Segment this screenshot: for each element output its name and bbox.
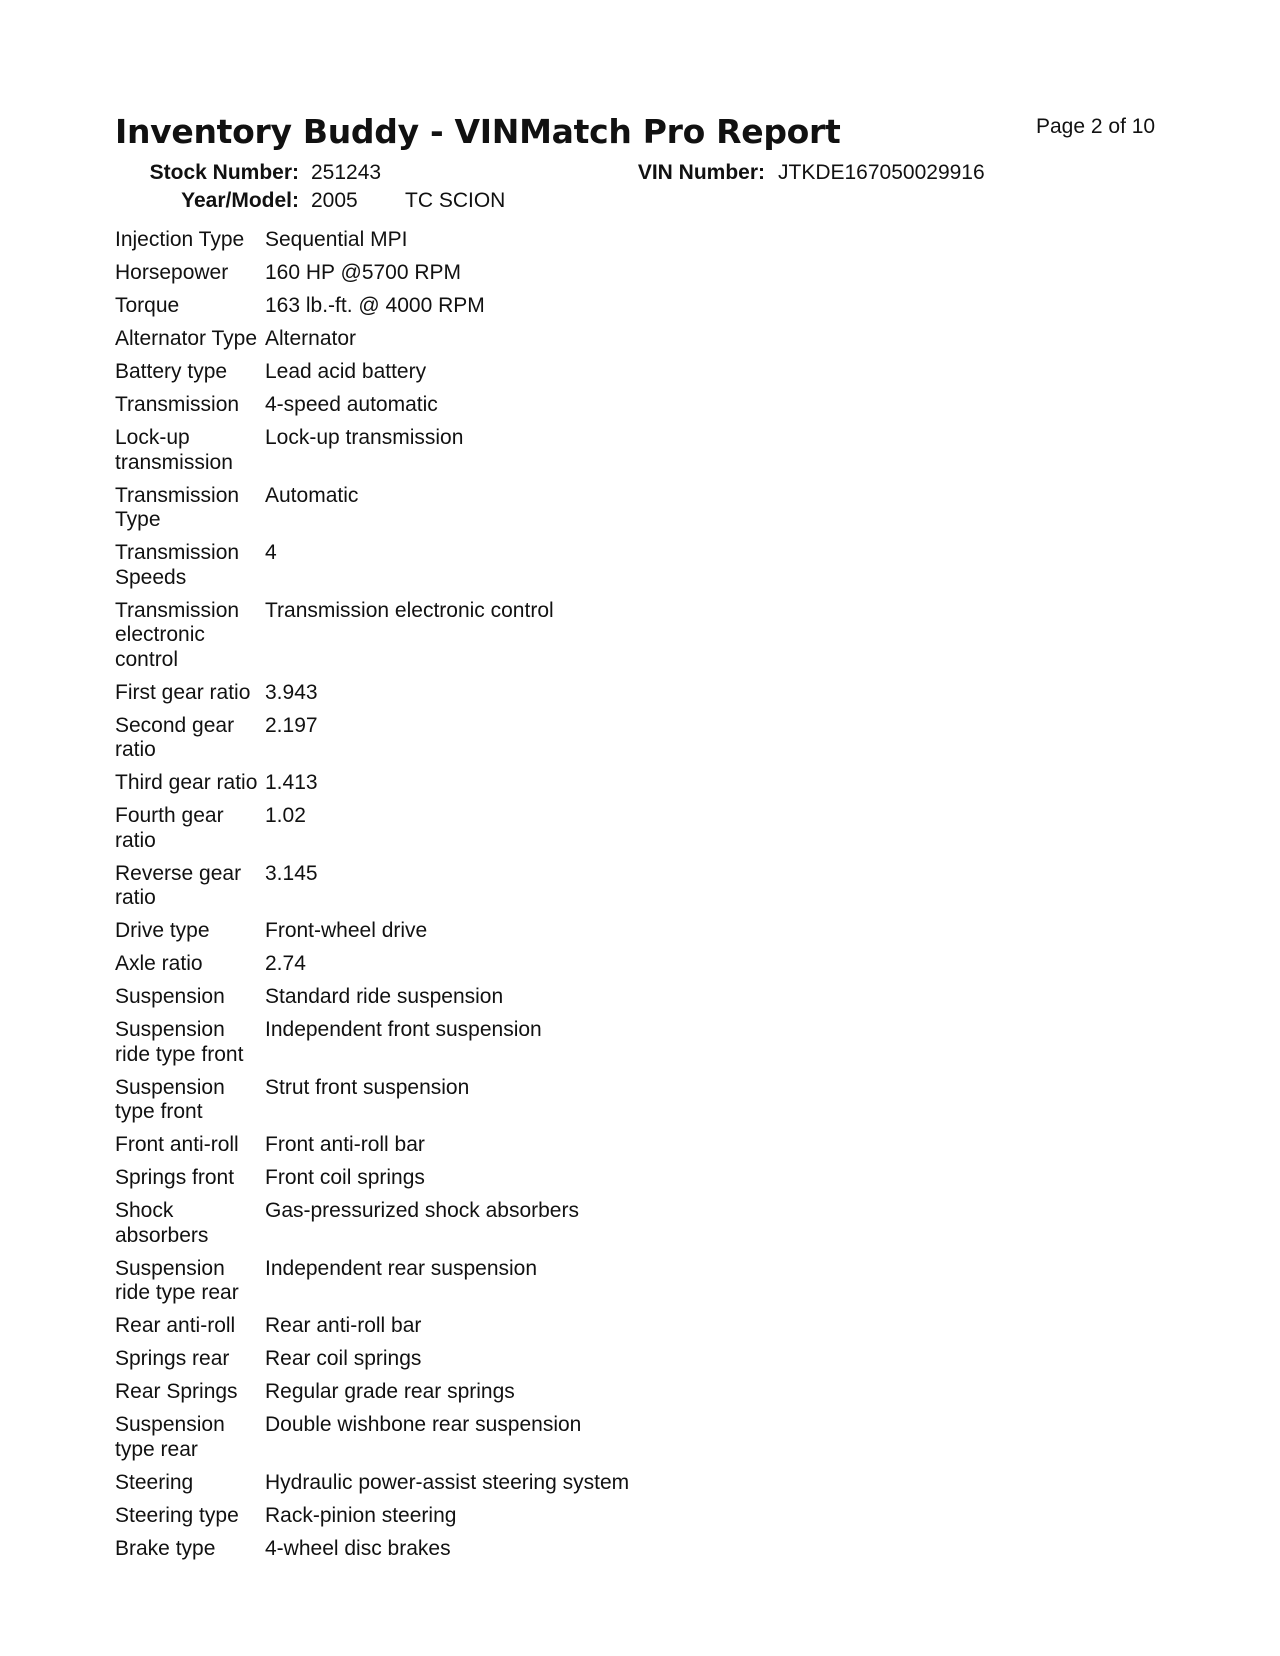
spec-value: Double wishbone rear suspension: [265, 1413, 582, 1436]
spec-value: Gas-pressurized shock absorbers: [265, 1199, 579, 1222]
spec-row: [115, 1471, 629, 1504]
spec-value: Lock-up transmission: [265, 426, 464, 449]
spec-label: Springs rear: [115, 1347, 230, 1370]
spec-label: Battery type: [115, 360, 228, 383]
spec-label: First gear ratio: [115, 680, 251, 704]
spec-value: Lead acid battery: [265, 360, 427, 383]
spec-row: [115, 541, 629, 599]
spec-value: 4-wheel disc brakes: [265, 1536, 451, 1560]
spec-row: [115, 393, 629, 426]
year-model-label: Year/Model:: [181, 189, 299, 212]
model-value: TC SCION: [405, 189, 506, 212]
spec-value: Rear coil springs: [265, 1347, 422, 1370]
spec-label: Lock-up transmission: [115, 426, 233, 474]
spec-value: Front coil springs: [265, 1166, 425, 1189]
spec-value: Strut front suspension: [265, 1075, 470, 1099]
spec-row: [115, 1380, 629, 1413]
spec-label: Suspension ride type front: [115, 1018, 244, 1066]
spec-label: Suspension: [115, 985, 225, 1008]
spec-row: [115, 1413, 629, 1471]
spec-value: 163 lb.-ft. @ 4000 RPM: [265, 294, 485, 317]
spec-row: [115, 327, 629, 360]
spec-value: Automatic: [265, 483, 359, 507]
spec-label: Springs front: [115, 1166, 235, 1189]
spec-value: 4: [265, 541, 277, 564]
spec-value: Transmission electronic control: [265, 598, 554, 622]
report-title: Inventory Buddy - VINMatch Pro Report: [115, 112, 841, 151]
spec-row: [115, 1504, 629, 1537]
spec-value: 2.74: [265, 952, 306, 975]
spec-label: Transmission: [115, 393, 240, 416]
spec-row: [115, 360, 629, 393]
spec-label: Drive type: [115, 919, 210, 942]
spec-label: Transmission Type: [115, 483, 240, 531]
spec-row: [115, 681, 629, 714]
spec-label: Suspension ride type rear: [115, 1256, 239, 1304]
spec-row: [115, 1076, 629, 1134]
page-number: Page 2 of 10: [1036, 115, 1156, 138]
spec-row: [115, 1133, 629, 1166]
spec-row: [115, 1537, 629, 1570]
spec-value: 3.943: [265, 680, 318, 704]
spec-row: [115, 261, 629, 294]
spec-value: Front anti-roll bar: [265, 1133, 425, 1156]
spec-value: Standard ride suspension: [265, 985, 504, 1008]
spec-row: [115, 1314, 629, 1347]
spec-label: Rear anti-roll: [115, 1314, 236, 1337]
spec-table: [115, 228, 629, 1570]
spec-value: 2.197: [265, 713, 318, 737]
spec-value: 1.02: [265, 804, 306, 827]
spec-label: Third gear ratio: [115, 771, 258, 794]
spec-label: Suspension type rear: [115, 1413, 225, 1461]
spec-value: Regular grade rear springs: [265, 1380, 515, 1403]
spec-row: [115, 1018, 629, 1076]
spec-label: Axle ratio: [115, 952, 203, 975]
stock-number-value: 251243: [311, 161, 382, 184]
year-value: 2005: [311, 189, 358, 212]
spec-row: [115, 484, 629, 542]
spec-value: 3.145: [265, 861, 318, 885]
spec-label: Rear Springs: [115, 1380, 238, 1403]
spec-row: [115, 862, 629, 920]
spec-row: [115, 294, 629, 327]
spec-row: [115, 985, 629, 1018]
spec-label: Shock absorbers: [115, 1199, 209, 1247]
spec-row: [115, 1199, 629, 1257]
spec-value: Rack-pinion steering: [265, 1503, 457, 1527]
spec-label: Horsepower: [115, 261, 229, 284]
spec-row: [115, 771, 629, 804]
spec-value: 160 HP @5700 RPM: [265, 261, 462, 284]
spec-label: Injection Type: [115, 228, 245, 251]
spec-value: Rear anti-roll bar: [265, 1314, 422, 1337]
spec-value: Front-wheel drive: [265, 919, 428, 942]
spec-row: [115, 1347, 629, 1380]
spec-label: Transmission electronic control: [115, 598, 240, 671]
spec-value: Independent rear suspension: [265, 1256, 538, 1280]
spec-label: Alternator Type: [115, 327, 258, 350]
spec-value: Sequential MPI: [265, 228, 408, 251]
spec-label: Transmission Speeds: [115, 541, 240, 589]
spec-label: Steering: [115, 1470, 194, 1494]
spec-value: Independent front suspension: [265, 1018, 542, 1041]
stock-number-label: Stock Number:: [149, 161, 299, 184]
spec-row: [115, 919, 629, 952]
spec-label: Front anti-roll: [115, 1133, 239, 1156]
spec-label: Second gear ratio: [115, 713, 235, 761]
spec-label: Steering type: [115, 1503, 239, 1527]
spec-row: [115, 1166, 629, 1199]
spec-value: 1.413: [265, 771, 318, 794]
spec-row: [115, 804, 629, 862]
spec-value: Alternator: [265, 327, 357, 350]
spec-label: Suspension type front: [115, 1075, 225, 1123]
vin-number-value: JTKDE167050029916: [778, 161, 985, 184]
spec-label: Torque: [115, 294, 180, 317]
spec-label: Reverse gear ratio: [115, 861, 242, 909]
spec-value: 4-speed automatic: [265, 393, 438, 416]
spec-row: [115, 426, 629, 484]
spec-row: [115, 599, 629, 681]
spec-value: Hydraulic power-assist steering system: [265, 1470, 630, 1494]
spec-row: [115, 1257, 629, 1315]
vin-number-label: VIN Number:: [637, 161, 765, 184]
spec-table-body: [115, 228, 629, 1570]
spec-row: [115, 228, 629, 261]
spec-label: Brake type: [115, 1536, 216, 1560]
spec-row: [115, 952, 629, 985]
spec-row: [115, 714, 629, 772]
spec-label: Fourth gear ratio: [115, 804, 224, 852]
